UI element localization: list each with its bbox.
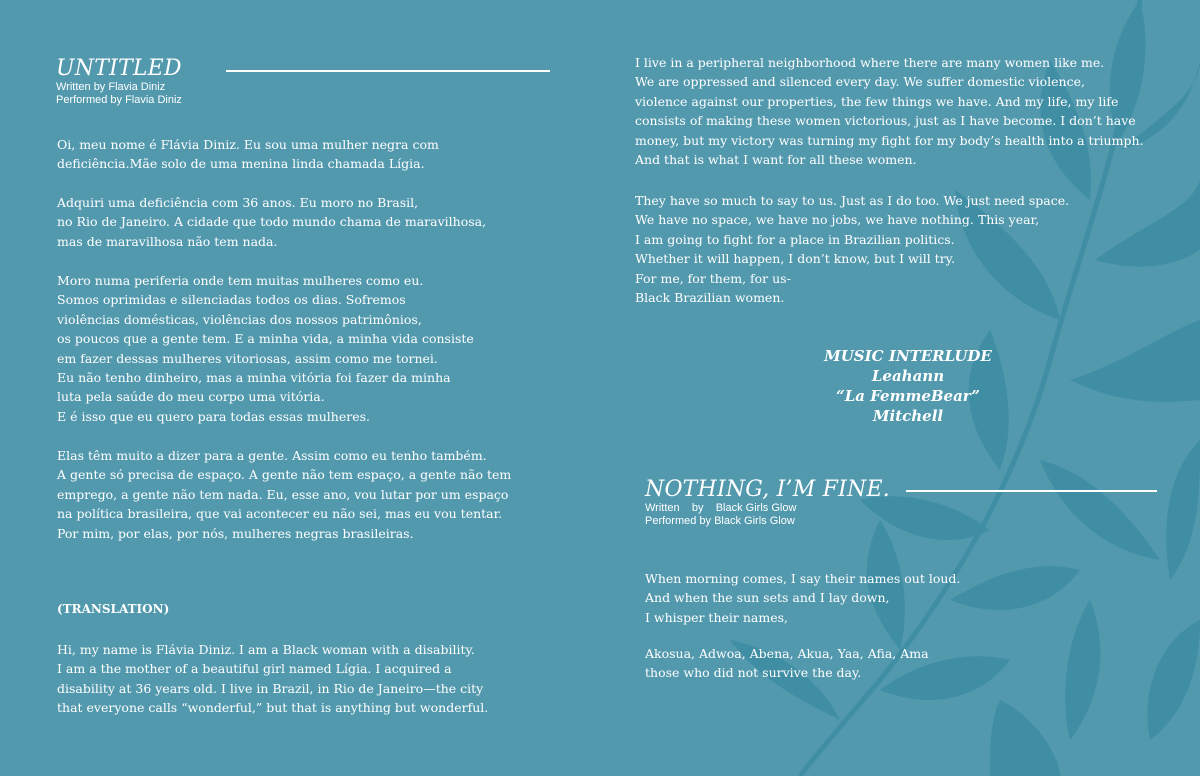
lyric-line: Moro numa periferia onde tem muitas mulheres como eu. <box>57 273 424 288</box>
music-interlude <box>778 346 1038 426</box>
lyrics-portuguese-2 <box>57 193 486 251</box>
paragraph <box>635 53 1143 169</box>
lyrics-portuguese-3 <box>57 271 474 426</box>
lyric-line: emprego, a gente não tem nada. Eu, esse ano, vou lutar por um espaço <box>57 486 509 502</box>
lyric-line: na política brasileira, que vai acontecer eu não sei, mas eu vou tentar. <box>57 506 503 522</box>
lyric-line: Somos oprimidas e silenciadas todos os dias. Sofremos <box>57 292 406 308</box>
lyric-line: luta pela saúde do meu corpo uma vitória. <box>57 389 325 405</box>
lyric-line: Eu não tenho dinheiro, mas a minha vitória foi fazer da minha <box>57 370 451 386</box>
song-title-nothing-im-fine: NOTHING, I’M FINE. <box>645 477 890 502</box>
written-by-credit: Written by Black Girls Glow <box>645 502 797 514</box>
lyrics-portuguese <box>57 135 439 174</box>
title-rule <box>226 70 550 72</box>
lyric-line: E é isso que eu quero para todas essas mulheres. <box>57 408 370 424</box>
paragraph <box>57 271 474 426</box>
paragraph <box>635 191 1069 307</box>
lyric-line: violências domésticas, violências dos nossos patrimônios, <box>57 311 422 327</box>
lyric-line: I whisper their names, <box>645 609 788 625</box>
lyric-line: those who did not survive the day. <box>645 665 862 681</box>
paragraph <box>57 640 488 718</box>
lyric-line: money, but my victory was turning my fight for my body’s health into a triumph. <box>635 132 1144 148</box>
lyric-line: For me, for them, for us- <box>635 270 791 286</box>
lyric-line: no Rio de Janeiro. A cidade que todo mundo chama de maravilhosa, <box>57 214 487 230</box>
lyric-line: disability at 36 years old. I live in Brazil, in Rio de Janeiro—the city <box>57 680 484 696</box>
translation-text <box>57 640 488 718</box>
lyric-line: When morning comes, I say their names out loud. <box>645 571 961 586</box>
lyric-line: I am a the mother of a beautiful girl named Lígia. I acquired a <box>57 661 452 677</box>
song2-header <box>645 477 890 528</box>
lyric-line: Por mim, por elas, por nós, mulheres negras brasileiras. <box>57 525 414 541</box>
lyric-line: os poucos que a gente tem. E a minha vida, a minha vida consiste <box>57 331 474 347</box>
lyrics-portuguese-4 <box>57 446 511 543</box>
lyric-line: Oi, meu nome é Flávia Diniz. Eu sou uma mulher negra com <box>57 137 439 152</box>
song2-lyrics <box>645 569 960 627</box>
song-title-untitled: UNTITLED <box>56 56 182 81</box>
lyric-line: I live in a peripheral neighborhood where there are many women like me. <box>635 55 1105 70</box>
lyric-line: We have no space, we have no jobs, we have nothing. This year, <box>635 212 1040 228</box>
lyric-line: em fazer dessas mulheres vitoriosas, assim como me tornei. <box>57 350 438 366</box>
paragraph <box>645 569 960 627</box>
title-rule <box>906 490 1157 492</box>
interlude-heading: MUSIC INTERLUDE <box>824 347 992 365</box>
lyric-line: Elas têm muito a dizer para a gente. Assim como eu tenho também. <box>57 448 487 463</box>
lyric-line: Whether it will happen, I don’t know, but I will try. <box>635 251 956 267</box>
paragraph <box>57 193 486 251</box>
song2-lyrics-2 <box>645 644 929 683</box>
lyric-line: And when the sun sets and I lay down, <box>645 590 890 606</box>
written-by-credit: Written by Flavia Diniz <box>56 81 166 93</box>
paragraph <box>645 644 929 683</box>
lyric-line: We are oppressed and silenced every day. We suffer domestic violence, <box>635 74 1085 90</box>
left-page <box>56 56 182 107</box>
lyric-line: And that is what I want for all these women. <box>635 152 917 168</box>
translation-heading: (TRANSLATION) <box>57 602 170 616</box>
lyric-line: that everyone calls “wonderful,” but that is anything but wonderful. <box>57 700 489 716</box>
translation-continued <box>635 53 1143 169</box>
performed-by-credit: Performed by Black Girls Glow <box>645 515 795 527</box>
lyric-line: They have so much to say to us. Just as I do too. We just need space. <box>635 193 1070 208</box>
paragraph <box>57 446 511 543</box>
interlude-performer-last: Mitchell <box>872 407 944 425</box>
lyric-line: A gente só precisa de espaço. A gente não tem espaço, a gente não tem <box>57 467 512 483</box>
interlude-performer-first: Leahann <box>871 367 945 385</box>
interlude-performer-nickname: “La FemmeBear” <box>836 387 980 405</box>
paragraph <box>57 135 439 174</box>
lyric-line: violence against our properties, the few things we have. And my life, my life <box>635 93 1119 109</box>
lyric-line: I am going to fight for a place in Brazilian politics. <box>635 231 955 247</box>
lyric-line: consists of making these women victorious, just as I have become. I don’t have <box>635 113 1136 129</box>
lyric-line: Hi, my name is Flávia Diniz. I am a Black woman with a disability. <box>57 642 475 657</box>
lyric-line: Black Brazilian women. <box>635 290 785 306</box>
lyric-line: deficiência.Mãe solo de uma menina linda chamada Lígia. <box>57 156 425 172</box>
translation-continued-2 <box>635 191 1069 307</box>
lyric-line: Adquiri uma deficiência com 36 anos. Eu moro no Brasil, <box>57 195 419 210</box>
lyric-line: Akosua, Adwoa, Abena, Akua, Yaa, Afia, Ama <box>645 646 929 661</box>
performed-by-credit: Performed by Flavia Diniz <box>56 94 182 106</box>
lyric-line: mas de maravilhosa não tem nada. <box>57 233 278 249</box>
